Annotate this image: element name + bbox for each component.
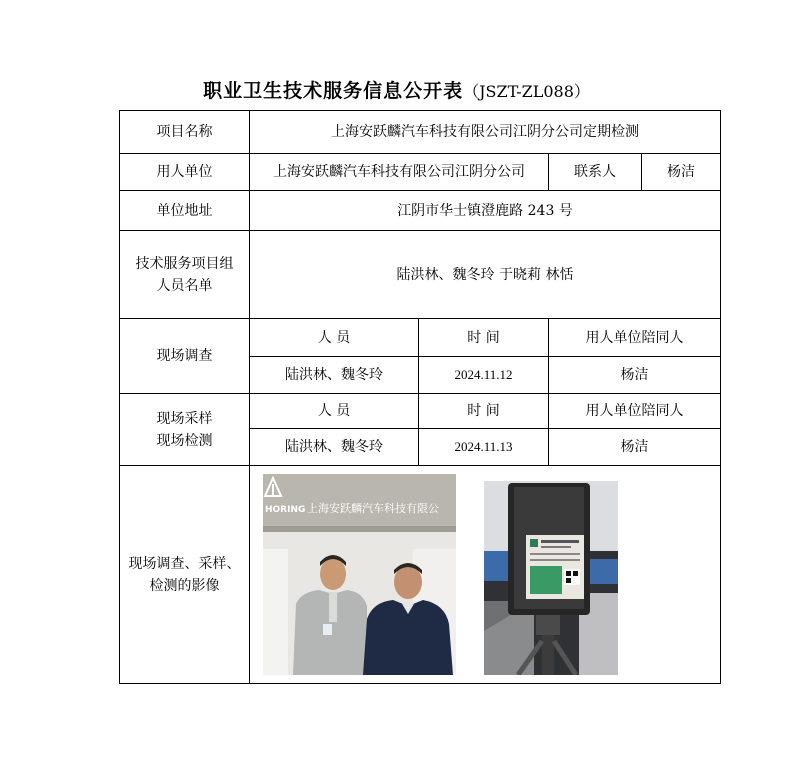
sampling-photo xyxy=(484,481,618,675)
sampling-label-line2: 现场检测 xyxy=(156,432,213,449)
row-sampling-header xyxy=(120,394,721,429)
device-photo-illustration xyxy=(484,481,618,675)
sampling-accompany: 杨洁 xyxy=(549,429,721,466)
site-survey-photo xyxy=(263,474,456,675)
team-label-line1: 技术服务项目组 xyxy=(135,255,234,272)
images-label-line1: 现场调查、采样、 xyxy=(128,555,241,572)
survey-accompany: 杨洁 xyxy=(549,357,721,394)
sampling-time: 2024.11.13 xyxy=(419,429,549,466)
people-photo-illustration xyxy=(263,474,456,675)
page-title xyxy=(0,76,793,103)
team-value: 陆洪林、魏冬玲 于晓莉 林恬 xyxy=(250,231,721,319)
row-project xyxy=(120,111,721,154)
survey-person: 陆洪林、魏冬玲 xyxy=(250,357,419,394)
sampling-header-accompany: 用人单位陪同人 xyxy=(549,394,721,429)
sampling-label-line1: 现场采样 xyxy=(156,410,213,427)
form-code: （JSZT-ZL088） xyxy=(463,82,590,101)
photos-area xyxy=(250,466,720,683)
title-text: 职业卫生技术服务信息公开表 xyxy=(203,80,464,102)
sampling-label xyxy=(120,394,250,466)
project-value: 上海安跃麟汽车科技有限公司江阴分公司定期检测 xyxy=(250,111,721,154)
info-table xyxy=(119,110,721,684)
unit-value: 上海安跃麟汽车科技有限公司江阴分公司 xyxy=(250,154,549,191)
images-label xyxy=(120,466,250,684)
team-label xyxy=(120,231,250,319)
sampling-person: 陆洪林、魏冬玲 xyxy=(250,429,419,466)
contact-label: 联系人 xyxy=(549,154,642,191)
sampling-header-time: 时 间 xyxy=(419,394,549,429)
address-label: 单位地址 xyxy=(120,191,250,231)
row-images xyxy=(120,466,721,684)
images-label-line2: 检测的影像 xyxy=(149,577,220,594)
project-label: 项目名称 xyxy=(120,111,250,154)
survey-header-person: 人 员 xyxy=(250,319,419,357)
row-team xyxy=(120,231,721,319)
sampling-header-person: 人 员 xyxy=(250,394,419,429)
row-address xyxy=(120,191,721,231)
unit-label: 用人单位 xyxy=(120,154,250,191)
address-value: 江阴市华士镇澄鹿路 243 号 xyxy=(250,191,721,231)
sign-text: 上海安跃麟汽车科技有限公 xyxy=(307,502,439,515)
survey-header-time: 时 间 xyxy=(419,319,549,357)
survey-label: 现场调查 xyxy=(120,319,250,394)
contact-value: 杨洁 xyxy=(642,154,721,191)
survey-time: 2024.11.12 xyxy=(419,357,549,394)
team-label-line2: 人员名单 xyxy=(156,277,213,294)
images-cell xyxy=(250,466,721,684)
row-survey-header xyxy=(120,319,721,357)
survey-header-accompany: 用人单位陪同人 xyxy=(549,319,721,357)
row-unit xyxy=(120,154,721,191)
sign-brand: HORING xyxy=(265,505,306,515)
